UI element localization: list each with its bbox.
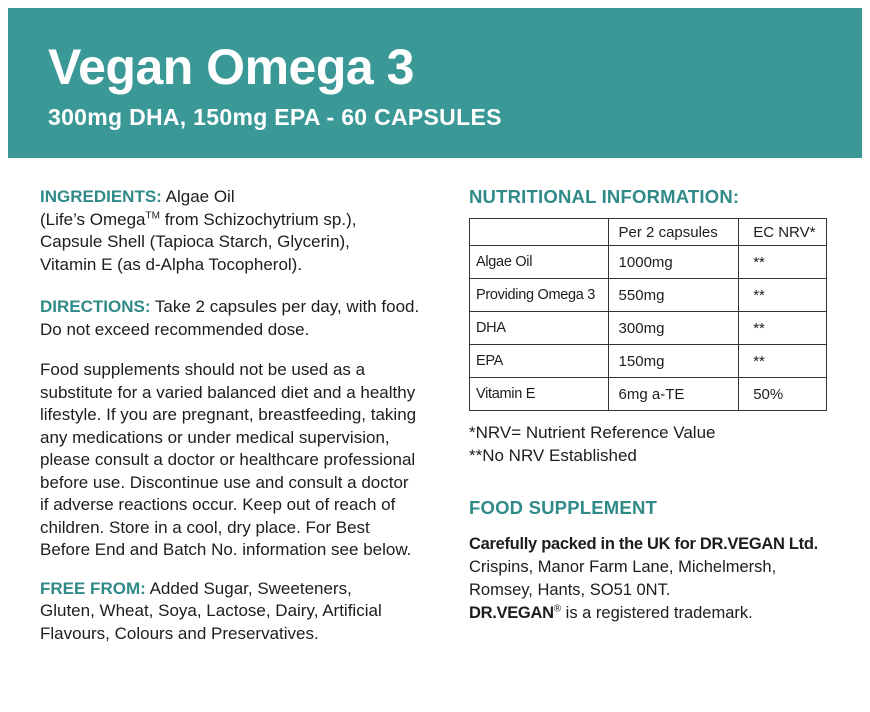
nutrient-amount: 150mg <box>608 345 739 378</box>
directions-text: Take 2 capsules per day, with food. Do not exceed recommended dose. <box>40 297 420 339</box>
address-line-2: Romsey, Hants, SO51 0NT. <box>469 581 671 599</box>
ingredients-section <box>40 186 435 276</box>
food-supplement-heading: FOOD SUPPLEMENT <box>469 497 658 518</box>
trademark-line <box>469 602 849 625</box>
ingredients-line2-post: from Schizochytrium sp.), <box>159 209 357 229</box>
product-title: Vegan Omega 3 <box>48 39 414 95</box>
nutrition-table <box>469 218 827 411</box>
nutrient-nrv: ** <box>739 345 827 378</box>
table-row <box>470 246 827 279</box>
ingredients-heading: INGREDIENTS: <box>40 187 162 206</box>
free-from-text: Added Sugar, Sweeteners, Gluten, Wheat, Soya, Lactose, Dairy, Artificial Flavours, Colours and Preservatives. <box>40 578 382 643</box>
ingredients-line4: Vitamin E (as d-Alpha Tocopherol). <box>40 254 303 274</box>
nutrient-nrv: 50% <box>739 378 827 411</box>
ingredients-line3: Capsule Shell (Tapioca Starch, Glycerin), <box>40 232 350 251</box>
trademark-symbol: TM <box>145 209 160 221</box>
right-column <box>469 186 849 625</box>
nutrient-amount: 550mg <box>608 279 739 312</box>
nutrient-name: Providing Omega 3 <box>470 279 609 312</box>
table-header-cell: Per 2 capsules <box>608 219 739 246</box>
free-from-heading: FREE FROM: <box>40 578 146 598</box>
table-row <box>470 345 827 378</box>
left-column <box>40 186 435 658</box>
directions-heading: DIRECTIONS: <box>40 297 151 316</box>
table-row <box>470 312 827 345</box>
address-line-1: Crispins, Manor Farm Lane, Michelmersh, <box>469 558 777 576</box>
table-row <box>470 378 827 411</box>
registered-symbol: ® <box>553 603 562 615</box>
nutrient-nrv: ** <box>739 246 827 279</box>
nrv-note-2: **No NRV Established <box>469 446 637 465</box>
ingredients-line1: Algae Oil <box>161 187 235 206</box>
packer-info <box>469 533 849 625</box>
product-subtitle: 300mg DHA, 150mg EPA - 60 CAPSULES <box>48 104 502 130</box>
nrv-note-1: *NRV= Nutrient Reference Value <box>469 423 716 442</box>
nutrient-nrv: ** <box>739 312 827 345</box>
directions-section <box>40 296 420 341</box>
brand-name: DR.VEGAN <box>469 604 554 622</box>
nutrition-heading: NUTRITIONAL INFORMATION: <box>469 186 740 207</box>
nutrient-name: Vitamin E <box>470 378 609 411</box>
table-row <box>470 279 827 312</box>
nutrient-name: Algae Oil <box>470 246 609 279</box>
warning-text: Food supplements should not be used as a substitute for a varied balanced diet and a healthy lifestyle. If you are pregnant, breastfeeding, taking any medications or under medical supervision, please consult a doctor or healthcare professional before use. Discontinue use and consult a doctor if adverse reactions occur. Keep out of reach of children. Store in a cool, dry place. For Best Before End and Batch No. information see below. <box>40 360 417 559</box>
nutrient-name: EPA <box>470 345 609 378</box>
ingredients-line2-pre: (Life’s Omega <box>40 209 146 229</box>
table-header-row <box>470 219 827 246</box>
nutrient-amount: 300mg <box>608 312 739 345</box>
header-banner <box>8 8 862 158</box>
nrv-notes <box>469 421 849 467</box>
table-header-cell <box>470 219 609 246</box>
packed-statement: Carefully packed in the UK for DR.VEGAN Ltd. <box>469 535 818 553</box>
nutrient-amount: 1000mg <box>608 246 739 279</box>
nutrient-name: DHA <box>470 312 609 345</box>
nutrient-nrv: ** <box>739 279 827 312</box>
nutrient-amount: 6mg a-TE <box>608 378 739 411</box>
free-from-section <box>40 578 390 646</box>
trademark-text: is a registered trademark. <box>561 604 753 622</box>
table-header-cell: EC NRV* <box>739 219 827 246</box>
